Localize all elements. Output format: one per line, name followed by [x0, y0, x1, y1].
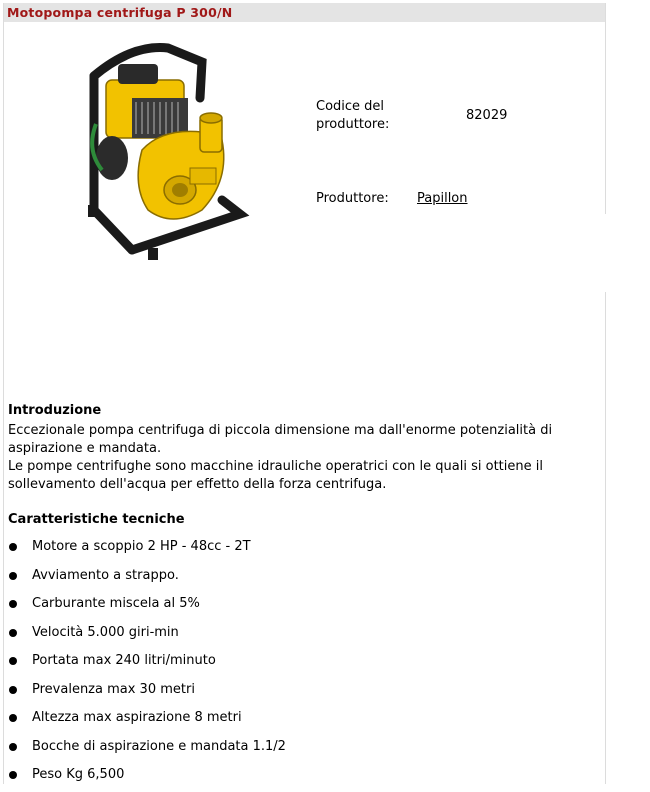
list-item: [4, 735, 286, 764]
bullet-icon: [9, 572, 17, 580]
title-bar: [4, 3, 605, 22]
page-title: Motopompa centrifuga P 300/N: [7, 5, 233, 20]
list-item: [4, 706, 286, 735]
spec-text: Altezza max aspirazione 8 metri: [32, 710, 242, 725]
bullet-icon: [9, 714, 17, 722]
producer-code-label: Codice del produttore:: [316, 99, 390, 132]
bullet-icon: [9, 629, 17, 637]
spec-text: Motore a scoppio 2 HP - 48cc - 2T: [32, 539, 251, 554]
bullet-icon: [9, 657, 17, 665]
bullet-icon: [9, 743, 17, 751]
spec-text: Peso Kg 6,500: [32, 767, 125, 782]
list-item: [4, 763, 286, 792]
specs-title: Caratteristiche tecniche: [8, 512, 185, 527]
list-item: [4, 592, 286, 621]
intro-title: Introduzione: [8, 403, 102, 418]
bullet-icon: [9, 600, 17, 608]
list-item: [4, 564, 286, 593]
producer-code-value: 82029: [466, 108, 508, 123]
spec-text: Prevalenza max 30 metri: [32, 681, 195, 697]
divider: [604, 214, 610, 292]
specs-list: [4, 535, 286, 792]
spec-text: Avviamento a strappo.: [32, 567, 179, 583]
list-item: [4, 621, 286, 650]
list-item: [4, 649, 286, 678]
list-item: [4, 678, 286, 707]
product-panel: [3, 3, 606, 784]
spec-text: Carburante miscela al 5%: [32, 596, 200, 611]
bullet-icon: [9, 771, 17, 779]
maker-link[interactable]: Papillon: [417, 191, 468, 206]
intro-paragraph: Eccezionale pompa centrifuga di piccola dimensione ma dall'enorme potenzialità di aspirazione e mandata.: [8, 423, 553, 456]
maker-label: Produttore:: [316, 191, 389, 206]
bullet-icon: [9, 543, 17, 551]
intro-paragraph: Le pompe centrifughe sono macchine idrauliche operatrici con le quali si ottiene il sollevamento dell'acqua per effetto della forza centrifuga.: [8, 459, 543, 492]
spec-text: Bocche di aspirazione e mandata 1.1/2: [32, 738, 286, 754]
bullet-icon: [9, 686, 17, 694]
list-item: [4, 535, 286, 564]
motor-pump-image: [72, 40, 252, 262]
spec-text: Portata max 240 litri/minuto: [32, 653, 216, 668]
spec-text: Velocità 5.000 giri-min: [32, 624, 179, 640]
intro-text: [8, 422, 603, 494]
